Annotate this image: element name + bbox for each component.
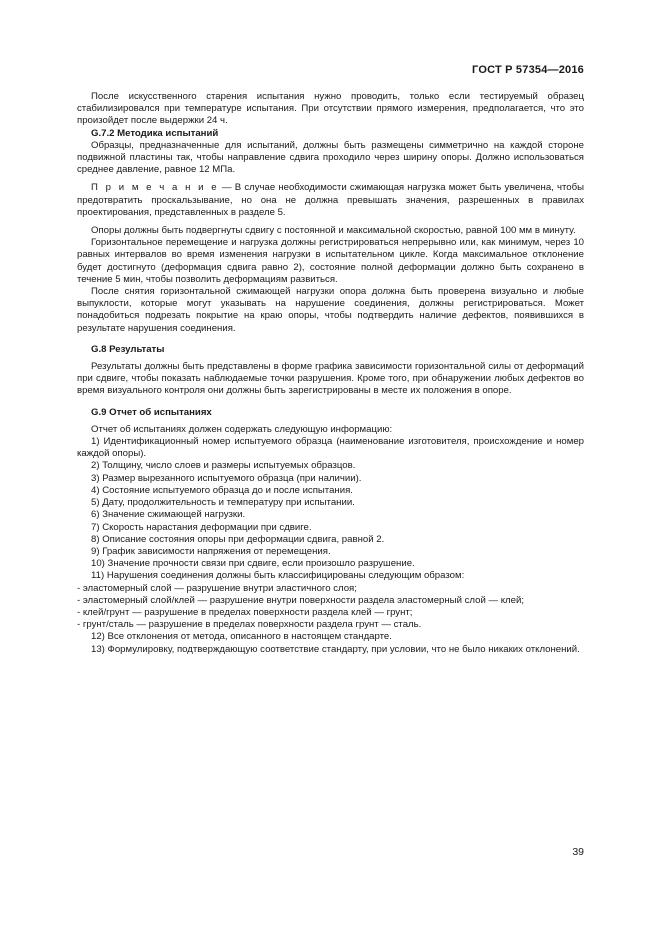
paragraph-visual-check: После снятия горизонтальной сжимающей нагрузки опора должна быть проверена визуально и любые выпуклости, которые могут указывать на нарушение соединения, должны регистрироваться. Может понадобиться подрезать покрытие на краю опоры, чтобы подтвердить наличие дефектов, появившихся в результате нарушения соединения. bbox=[77, 286, 584, 334]
list-item: 3) Размер вырезанного испытуемого образца (при наличии). bbox=[91, 472, 362, 484]
document-header: ГОСТ Р 57354—2016 bbox=[472, 64, 584, 76]
section-heading-g8: G.8 Результаты bbox=[91, 343, 165, 355]
list-item: 12) Все отклонения от метода, описанного в настоящем стандарте. bbox=[91, 631, 392, 643]
list-item: 1) Идентификационный номер испытуемого образца (наименование изготовителя, происхождение и номер каждой опоры). bbox=[77, 436, 584, 460]
section-heading-g9: G.9 Отчет об испытаниях bbox=[91, 406, 212, 418]
list-item: 13) Формулировку, подтверждающую соответствие стандарту, при условии, что не было никаких отклонений. bbox=[91, 643, 580, 655]
paragraph-registration: Горизонтальное перемещение и нагрузка должны регистрироваться непрерывно или, как минимум, через 10 равных интервалов во время изменения нагрузки в испытательном цикле. Когда максимальное отклонение будет достигнуто (деформация сдвига равно 2), состояние полной деформации должно быть сохранено в течение 5 мин, чтобы позволить деформациям развиться. bbox=[77, 237, 584, 285]
dash-list-item: - клей/грунт — разрушение в пределах поверхности раздела клей — грунт; bbox=[77, 606, 413, 618]
dash-list-item: - эластомерный слой — разрушение внутри эластичного слоя; bbox=[77, 582, 357, 594]
dash-list-item: - эластомерный слой/клей — разрушение внутри поверхности раздела эластомерный слой — клей; bbox=[77, 594, 524, 606]
paragraph-shear-speed: Опоры должны быть подвергнуты сдвигу с постоянной и максимальной скоростью, равной 100 мм в минуту. bbox=[91, 225, 576, 237]
page-content bbox=[77, 91, 584, 656]
note-paragraph bbox=[77, 182, 584, 219]
dash-list-item: - грунт/сталь — разрушение в пределах поверхности раздела грунт — сталь. bbox=[77, 619, 422, 631]
page-number: 39 bbox=[572, 846, 584, 858]
paragraph-results: Результаты должны быть представлены в форме графика зависимости горизонтальной силы от деформаций при сдвиге, чтобы показать наблюдаемые точки разрушения. Кроме того, при обнаружении любых дефектов во время визуального контроля они должны быть зарегистрированы в месте их положения в опоре. bbox=[77, 361, 584, 397]
list-item: 7) Скорость нарастания деформации при сдвиге. bbox=[91, 521, 312, 533]
list-item: 5) Дату, продолжительность и температуру при испытании. bbox=[91, 497, 355, 509]
list-item: 2) Толщину, число слоев и размеры испытуемых образцов. bbox=[91, 460, 356, 472]
list-item: 11) Нарушения соединения должны быть классифицированы следующим образом: bbox=[91, 570, 465, 582]
list-item: 4) Состояние испытуемого образца до и после испытания. bbox=[91, 484, 353, 496]
paragraph-samples: Образцы, предназначенные для испытаний, должны быть размещены симметрично на каждой стороне подвижной пластины так, чтобы направление сдвига проходило через ширину опоры. Должно использоваться среднее давление, равное 12 МПа. bbox=[77, 139, 584, 176]
note-text: — В случае необходимости сжимающая нагрузка может быть увеличена, чтобы предотвратить проскальзывание, но она не должна превышать значения, разрешенных в правилах проектирования, представленных в разделе 5. bbox=[77, 182, 584, 218]
list-item: 10) Значение прочности связи при сдвиге, если произошло разрушение. bbox=[91, 558, 415, 570]
section-heading-g72: G.7.2 Методика испытаний bbox=[91, 127, 219, 139]
paragraph-report-intro: Отчет об испытаниях должен содержать следующую информацию: bbox=[91, 423, 393, 435]
list-item: 9) График зависимости напряжения от перемещения. bbox=[91, 545, 331, 557]
list-item: 6) Значение сжимающей нагрузки. bbox=[91, 509, 246, 521]
note-label: П р и м е ч а н и е bbox=[91, 182, 219, 194]
list-item: 8) Описание состояния опоры при деформации сдвига, равной 2. bbox=[91, 533, 385, 545]
paragraph-aging: После искусственного старения испытания нужно проводить, только если тестируемый образец стабилизировался при температуре испытания. При отсутствии прямого измерения, предполагается, что это произойдет после выдержки 24 ч. bbox=[77, 91, 584, 127]
